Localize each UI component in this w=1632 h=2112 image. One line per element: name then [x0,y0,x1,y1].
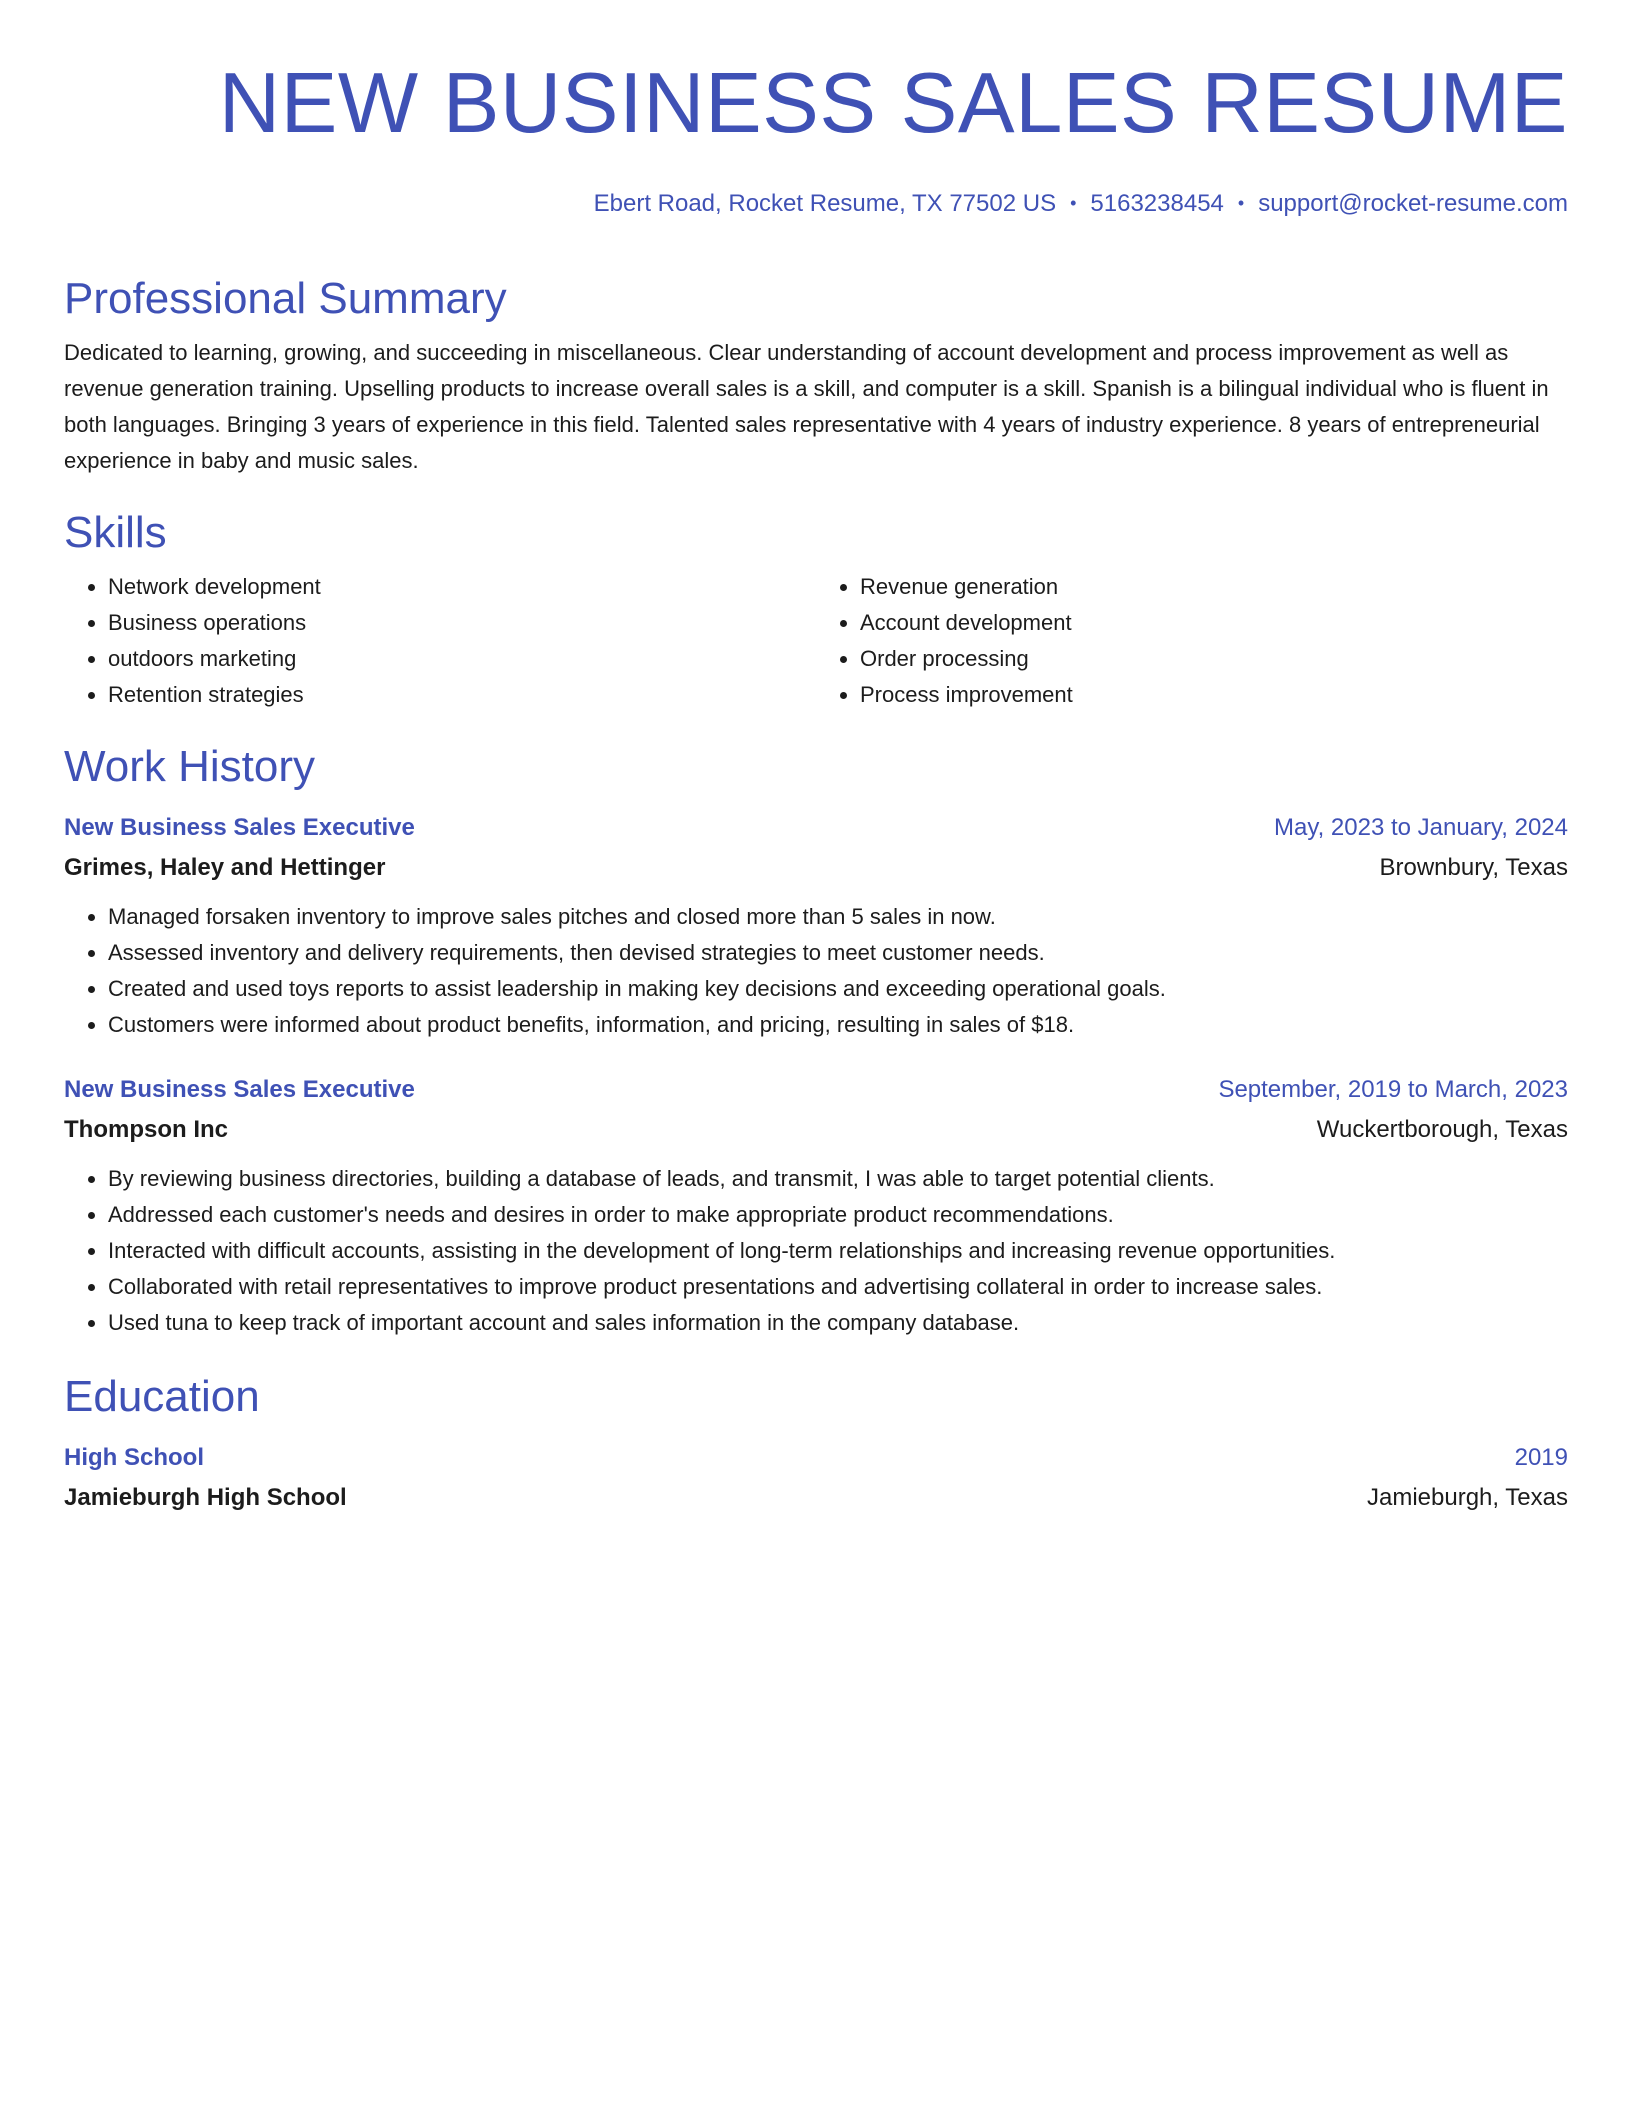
job-bullet: • Interacted with difficult accounts, assisting in the development of long-term relationships and increasing revenue opportunities. [108,1233,1568,1269]
skills-column-right [816,569,1568,713]
job-bullet: • Collaborated with retail representatives to improve product presentations and advertising collateral in order to increase sales. [108,1269,1568,1305]
school-name: Jamieburgh High School [64,1484,347,1511]
work-history-heading: Work History [64,742,315,791]
job-entry [64,813,1568,1043]
skill-item: • Account development [860,605,1568,641]
job-dates: September, 2019 to March, 2023 [1218,1076,1568,1103]
company-name: Thompson Inc [64,1116,228,1143]
job-entry [64,1075,1568,1341]
job-bullet: • Used tuna to keep track of important account and sales information in the company database. [108,1305,1568,1341]
summary-text: Dedicated to learning, growing, and succeeding in miscellaneous. Clear understanding of account development and process improvement as well as revenue generation training. Upselling products to increase overall sales is a skill, and computer is a skill. Spanish is a bilingual individual who is fluent in both languages. Bringing 3 years of experience in this field. Talented sales representative with 4 years of industry experience. 8 years of entrepreneurial experience in baby and music sales. [64,340,1549,473]
skills-heading: Skills [64,508,167,557]
graduation-year: 2019 [1514,1444,1568,1471]
job-bullet: • Addressed each customer's needs and desires in order to make appropriate product recommendations. [108,1197,1568,1233]
job-bullets [64,899,1568,1043]
summary-section [64,273,1568,479]
company-name: Grimes, Haley and Hettinger [64,854,386,881]
work-history-section [64,741,1568,1341]
contact-separator: • [1237,193,1245,213]
skill-item: • Retention strategies [108,677,816,713]
education-entry [64,1443,1568,1513]
resume-title: NEW BUSINESS SALES RESUME [218,56,1568,151]
job-bullet: • Managed forsaken inventory to improve sales pitches and closed more than 5 sales in now. [108,899,1568,935]
job-title: New Business Sales Executive [64,1076,415,1103]
skill-item: • Business operations [108,605,816,641]
education-subheader [64,1483,1568,1513]
job-location: Brownbury, Texas [1379,854,1568,881]
education-heading: Education [64,1372,260,1421]
job-bullet: • By reviewing business directories, building a database of leads, and transmit, I was able to target potential clients. [108,1161,1568,1197]
job-location: Wuckertborough, Texas [1316,1116,1568,1143]
skills-column-left [64,569,816,713]
degree-name: High School [64,1444,204,1471]
job-subheader [64,1115,1568,1145]
school-location: Jamieburgh, Texas [1367,1484,1568,1511]
contact-separator: • [1070,193,1077,213]
skill-item: • Order processing [860,641,1568,677]
skill-item: • outdoors marketing [108,641,816,677]
job-subheader [64,853,1568,883]
job-bullets [64,1161,1568,1341]
skill-item: • Revenue generation [860,569,1568,605]
contact-phone: 5163238454 [1090,190,1224,217]
job-bullet: • Assessed inventory and delivery requirements, then devised strategies to meet customer needs. [108,935,1568,971]
skill-item: • Network development [108,569,816,605]
skills-section [64,507,1568,713]
contact-line [64,188,1568,219]
job-dates: May, 2023 to January, 2024 [1274,814,1568,841]
summary-heading: Professional Summary [64,274,507,323]
resume-header [64,56,1568,219]
skills-grid [64,569,1568,713]
job-bullet: • Customers were informed about product benefits, information, and pricing, resulting in sales of $18. [108,1007,1568,1043]
job-header [64,813,1568,843]
contact-email: support@rocket-resume.com [1258,190,1568,217]
education-header [64,1443,1568,1473]
job-header [64,1075,1568,1105]
contact-address: Ebert Road, Rocket Resume, TX 77502 US [593,190,1057,217]
job-bullet: • Created and used toys reports to assist leadership in making key decisions and exceeding operational goals. [108,971,1568,1007]
job-title: New Business Sales Executive [64,814,415,841]
skill-item: • Process improvement [860,677,1568,713]
education-section [64,1371,1568,1513]
